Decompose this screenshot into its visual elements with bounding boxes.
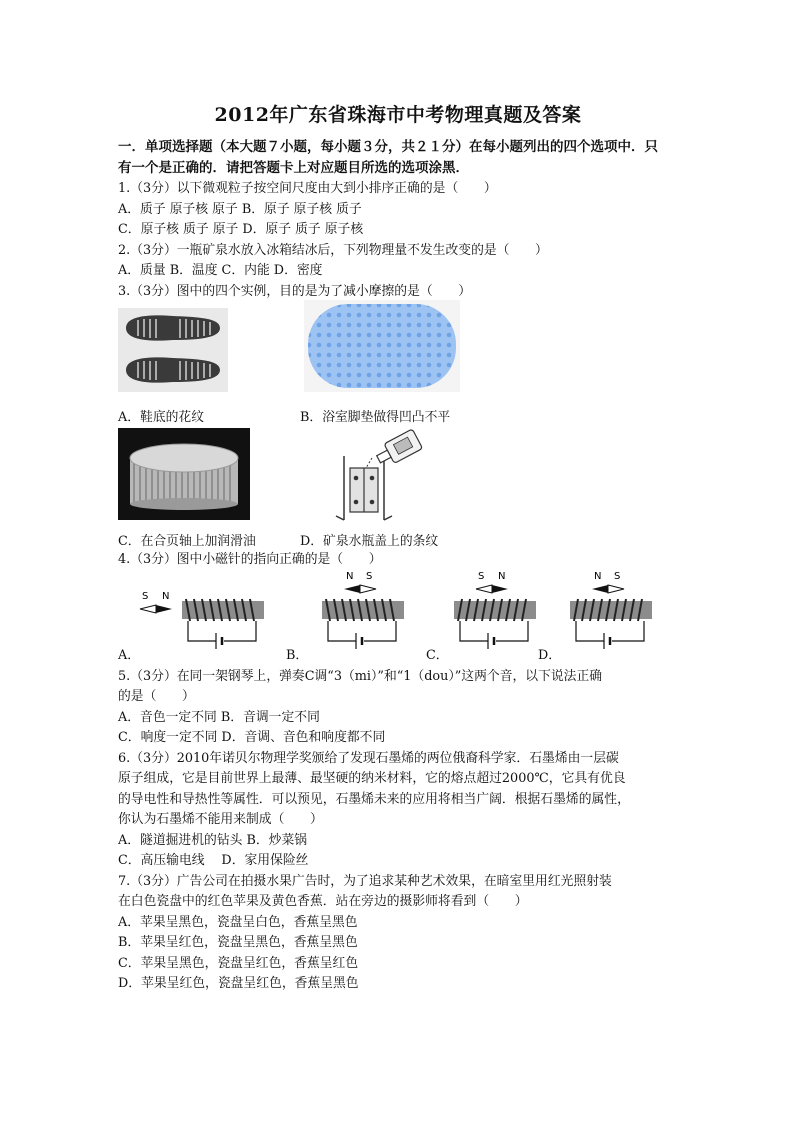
solenoid-a-diagram	[118, 571, 268, 655]
q6-stem-line3: 的导电性和导热性等属性．可以预见，石墨烯未来的应用将相当广阔．根据石墨烯的属性，	[118, 791, 630, 807]
q1-stem: 1.（3分）以下微观粒子按空间尺度由大到小排序正确的是（ ）	[118, 181, 497, 196]
q3-caption-d: D．矿泉水瓶盖上的条纹	[300, 534, 439, 549]
q7-option-c: C．苹果呈黑色，瓷盘呈红色，香蕉呈红色	[118, 955, 359, 971]
q4-figure-b	[286, 571, 416, 667]
solenoid-b-diagram	[286, 571, 416, 655]
q7-option-a: A．苹果呈黑色，瓷盘呈白色，香蕉呈黑色	[118, 914, 358, 930]
q3-figure-row-1	[118, 308, 678, 404]
q4-label-a: A．	[118, 647, 141, 663]
q3-caption-b: B．浴室脚垫做得凹凸不平	[300, 410, 451, 425]
shoe-sole-image	[118, 308, 228, 396]
document-page	[118, 100, 678, 995]
hinge-oil-image	[332, 428, 426, 526]
q3-caption-c: C．在合页轴上加润滑油	[118, 534, 256, 549]
q2-options: A．质量 B．温度 C．内能 D．密度	[118, 263, 323, 278]
q3-caption-row-1	[118, 404, 678, 426]
bath-mat-image	[304, 300, 460, 396]
q4-label-d: D．	[538, 647, 562, 663]
q3-caption-a: A．鞋底的花纹	[118, 410, 205, 425]
q3-figure-row-2	[118, 428, 678, 528]
q3-caption-row-2	[118, 528, 678, 550]
solenoid-c-diagram	[426, 571, 556, 655]
q6-options-ab: A．隧道掘进机的钻头 B．炒菜锅	[118, 832, 308, 848]
q6-stem-line2: 原子组成，它是目前世界上最薄、最坚硬的纳米材料，它的熔点超过2000℃，它具有优良	[118, 771, 626, 786]
bottle-cap-image	[118, 428, 250, 524]
needle-c-right-pole: N	[498, 570, 506, 582]
q4-figure-a	[118, 571, 268, 667]
q5-options-ab: A．音色一定不同 B．音调一定不同	[118, 709, 320, 725]
q1-options-ab: A．质子 原子核 原子 B．原子 原子核 质子	[118, 201, 362, 217]
q4-label-c: C．	[426, 647, 449, 663]
q4-figure-c	[426, 571, 556, 667]
q2-stem: 2.（3分）一瓶矿泉水放入冰箱结冰后，下列物理量不发生改变的是（ ）	[118, 242, 548, 258]
q5-stem-line1: 5.（3分）在同一架钢琴上，弹奏C调“3（mi）”和“1（dou）”这两个音，以下说法正确	[118, 668, 603, 684]
q7-stem-line2: 在白色瓷盘中的红色苹果及黄色香蕉．站在旁边的摄影师将看到（ ）	[118, 894, 528, 909]
needle-b-right-pole: S	[366, 570, 373, 582]
needle-a-left-pole: S	[142, 590, 149, 602]
solenoid-d-diagram	[538, 571, 678, 655]
needle-d-right-pole: S	[614, 570, 621, 582]
q4-figure-row	[118, 571, 678, 667]
q6-stem-line4: 你认为石墨烯不能用来制成（ ）	[118, 812, 323, 827]
q1-options-cd: C．原子核 质子 原子 D．原子 质子 原子核	[118, 222, 364, 237]
section-heading-line1: 一．单项选择题（本大题７小题，每小题３分，共２１分）在每小题列出的四个选项中．只	[118, 139, 658, 155]
needle-a-right-pole: N	[162, 590, 170, 602]
q7-option-d: D．苹果呈红色，瓷盘呈红色，香蕉呈黑色	[118, 976, 359, 991]
q7-stem-line1: 7.（3分）广告公司在拍摄水果广告时，为了追求某种艺术效果，在暗室里用红光照射装	[118, 873, 612, 889]
q5-stem-line2: 的是（ ）	[118, 689, 195, 704]
q6-stem-line1: 6.（3分）2010年诺贝尔物理学奖颁给了发现石墨烯的两位俄裔科学家．石墨烯由一层碳	[118, 750, 619, 766]
q6-options-cd: C．高压输电线 D．家用保险丝	[118, 853, 309, 868]
needle-d-left-pole: N	[594, 570, 602, 582]
q4-label-b: B．	[286, 647, 309, 663]
q4-stem: 4.（3分）图中小磁针的指向正确的是（ ）	[118, 552, 382, 567]
q4-figure-d	[538, 571, 678, 667]
needle-b-left-pole: N	[346, 570, 354, 582]
needle-c-left-pole: S	[478, 570, 485, 582]
q5-options-cd: C．响度一定不同 D．音调、音色和响度都不同	[118, 730, 386, 745]
section-heading-line2: 有一个是正确的．请把答题卡上对应题目所选的选项涂黑．	[118, 160, 469, 176]
q7-option-b: B．苹果呈红色，瓷盘呈黑色，香蕉呈黑色	[118, 935, 358, 950]
q3-stem: 3.（3分）图中的四个实例，目的是为了减小摩擦的是（ ）	[118, 283, 472, 299]
page-title: 2012年广东省珠海市中考物理真题及答案	[214, 104, 582, 126]
